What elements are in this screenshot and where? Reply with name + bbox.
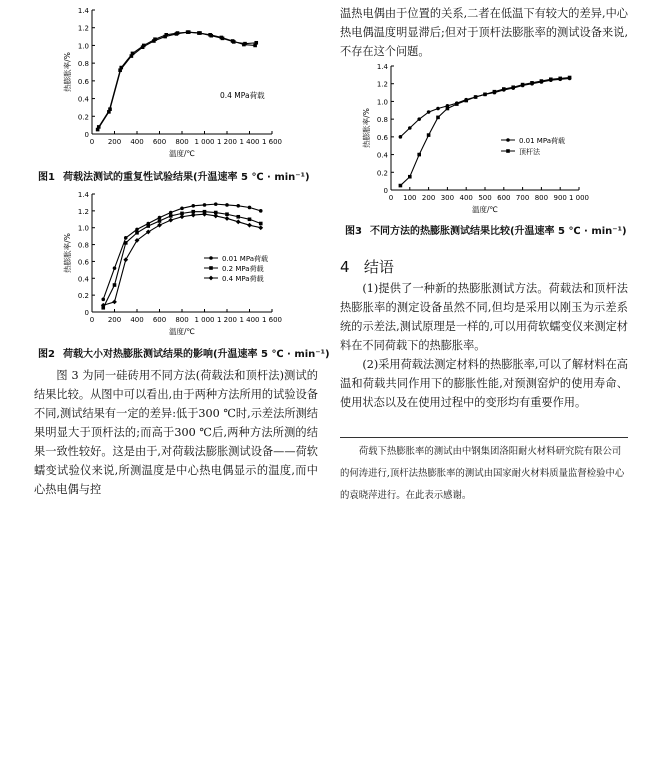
x-tick-label: 600 xyxy=(497,194,511,202)
legend-marker xyxy=(506,149,510,153)
y-tick-label: 1.2 xyxy=(376,80,388,89)
data-point xyxy=(203,203,207,207)
figure-2-caption-text: 荷载大小对热膨胀测试结果的影响(升温速率 5 ℃ · min⁻¹) xyxy=(62,349,330,360)
data-point xyxy=(427,110,431,114)
x-tick-label: 0 xyxy=(388,194,394,202)
data-point xyxy=(97,125,101,129)
figure-1-caption-text: 荷载法测试的重复性试验结果(升温速率 5 ℃ · min⁻¹) xyxy=(62,172,310,183)
y-tick-label: 1.2 xyxy=(77,24,89,33)
data-point xyxy=(232,40,236,44)
x-tick-label: 1 000 xyxy=(194,138,215,146)
data-point xyxy=(153,37,157,41)
data-point xyxy=(511,85,515,89)
y-tick-label: 0 xyxy=(84,309,89,317)
data-point xyxy=(191,204,195,208)
acknowledgement-rule xyxy=(340,437,628,438)
y-axis-label: 热膨胀率/% xyxy=(63,52,72,92)
legend-label: 0.4 MPa荷载 xyxy=(222,275,264,283)
data-point xyxy=(158,219,162,223)
y-axis-label: 热膨胀率/% xyxy=(362,108,371,148)
chart-annotation: 0.4 MPa荷载 xyxy=(220,91,265,100)
legend-label: 0.2 MPa荷载 xyxy=(222,265,264,273)
y-tick-label: 0 xyxy=(84,131,89,139)
x-tick-label: 400 xyxy=(459,194,473,202)
legend-marker xyxy=(506,138,510,142)
data-point xyxy=(131,52,135,56)
x-tick-label: 1 400 xyxy=(239,316,260,324)
x-tick-label: 1 000 xyxy=(194,316,215,324)
y-tick-label: 0.4 xyxy=(77,95,89,104)
data-point xyxy=(146,224,150,228)
x-tick-label: 1 600 xyxy=(261,138,283,146)
data-point xyxy=(236,215,240,219)
data-point xyxy=(225,203,229,207)
figure-2-svg xyxy=(50,190,300,340)
data-point xyxy=(436,107,440,111)
left-column-text xyxy=(34,366,318,499)
data-point xyxy=(168,218,173,223)
data-point xyxy=(214,202,218,206)
data-point xyxy=(187,30,191,34)
x-tick-label: 400 xyxy=(130,138,144,146)
series-line xyxy=(98,32,256,129)
x-axis-label: 温度/℃ xyxy=(169,149,195,158)
x-tick-label: 400 xyxy=(130,316,144,324)
data-point xyxy=(119,66,123,70)
data-point xyxy=(568,76,572,80)
figure-2-number: 图2 xyxy=(38,349,55,360)
figure-1-chart xyxy=(50,4,300,164)
data-point xyxy=(259,222,263,226)
figure-3-svg xyxy=(345,60,605,218)
x-tick-label: 200 xyxy=(421,194,436,202)
figure-2-caption xyxy=(38,345,330,360)
legend-label: 顶杆法 xyxy=(519,148,540,156)
data-point xyxy=(176,31,180,35)
data-point xyxy=(521,83,525,87)
right-paragraph-continuation: 温热电偶由于位置的关系,二者在低温下有较大的差异,中心热电偶温度明显滞后;但对于顶杆法膨胀率的测试设备来说,不存在这个问题。 xyxy=(340,7,628,58)
data-point xyxy=(124,241,128,245)
x-tick-label: 1 200 xyxy=(216,316,238,324)
data-point xyxy=(455,102,459,106)
y-tick-label: 1.4 xyxy=(376,63,388,71)
data-point xyxy=(417,153,421,157)
figure-1-number: 图1 xyxy=(38,172,55,183)
series-line xyxy=(99,32,257,127)
y-tick-label: 0.4 xyxy=(376,151,388,160)
y-tick-label: 0.6 xyxy=(77,258,89,267)
data-point xyxy=(225,216,230,221)
data-point xyxy=(248,217,252,221)
data-point xyxy=(493,90,497,94)
data-point xyxy=(259,209,263,213)
data-point xyxy=(180,207,184,211)
right-column-continuation xyxy=(340,4,628,61)
data-point xyxy=(399,135,403,139)
legend-marker xyxy=(209,276,214,281)
data-point xyxy=(474,95,478,99)
x-tick-label: 1 200 xyxy=(216,138,238,146)
data-point xyxy=(157,223,162,228)
data-point xyxy=(483,93,487,97)
data-point xyxy=(123,257,128,262)
y-tick-label: 0.2 xyxy=(376,169,388,178)
x-tick-label: 800 xyxy=(175,316,189,324)
data-point xyxy=(464,99,468,103)
figure-3-number: 图3 xyxy=(345,226,362,237)
data-point xyxy=(408,175,412,179)
acknowledgement xyxy=(340,441,628,507)
section-heading: 4 结语 xyxy=(340,258,394,276)
data-point xyxy=(112,299,117,304)
x-axis-label: 温度/℃ xyxy=(169,327,195,336)
data-point xyxy=(417,117,421,121)
data-point xyxy=(558,77,562,81)
data-point xyxy=(135,231,139,235)
x-tick-label: 700 xyxy=(515,194,530,202)
data-point xyxy=(209,34,213,38)
y-tick-label: 0.8 xyxy=(77,241,89,250)
x-tick-label: 0 xyxy=(89,316,95,324)
data-point xyxy=(225,212,229,216)
x-tick-label: 1 000 xyxy=(568,194,590,202)
data-point xyxy=(399,184,403,188)
y-tick-label: 0.8 xyxy=(376,116,388,125)
data-point xyxy=(243,42,247,46)
data-point xyxy=(254,41,258,45)
y-tick-label: 1.4 xyxy=(77,191,89,199)
figure-1-caption xyxy=(38,168,310,183)
y-tick-label: 1.4 xyxy=(77,7,89,15)
data-point xyxy=(408,126,412,130)
data-point xyxy=(427,133,431,137)
conclusion-1: (1)提供了一种新的热膨胀测试方法。荷载法和顶杆法热膨胀率的测定设备虽然不同,但均是采用以刚玉为示差系统的示差法,测试原理是一样的,可以用荷软蠕变仪来测定材料在不同荷载下的热膨胀率。 xyxy=(340,282,628,352)
data-point xyxy=(169,214,173,218)
legend-label: 0.01 MPa荷载 xyxy=(222,255,269,263)
figure-2-chart xyxy=(50,190,300,340)
x-tick-label: 0 xyxy=(89,138,95,146)
legend-marker xyxy=(209,266,213,270)
figure-1-svg xyxy=(50,4,300,164)
data-point xyxy=(142,44,146,48)
legend-marker xyxy=(209,256,213,260)
data-point xyxy=(549,77,553,81)
conclusions-text xyxy=(340,279,628,412)
data-point xyxy=(113,283,117,287)
series-line xyxy=(400,78,569,136)
y-tick-label: 0.6 xyxy=(376,133,388,142)
x-tick-label: 1 400 xyxy=(239,138,260,146)
data-point xyxy=(530,81,534,85)
data-point xyxy=(236,219,241,224)
data-point xyxy=(540,79,544,83)
y-tick-label: 0.8 xyxy=(77,60,89,69)
x-tick-label: 200 xyxy=(107,316,122,324)
data-point xyxy=(436,116,440,120)
data-point xyxy=(221,37,225,41)
figure-3-caption-text: 不同方法的热膨胀测试结果比较(升温速率 5 ℃ · min⁻¹) xyxy=(369,226,627,237)
y-tick-label: 1.0 xyxy=(376,98,388,107)
conclusion-2: (2)采用荷载法测定材料的热膨胀率,可以了解材料在高温和荷载共同作用下的膨胀性能,对预测窑炉的使用寿命、使用状态以及在使用过程中的变形均有重要作用。 xyxy=(340,358,628,409)
data-point xyxy=(101,298,105,302)
data-point xyxy=(169,211,173,215)
data-point xyxy=(258,225,263,230)
x-tick-label: 900 xyxy=(553,194,567,202)
x-tick-label: 800 xyxy=(175,138,189,146)
y-tick-label: 1.0 xyxy=(77,224,89,233)
data-point xyxy=(236,204,240,208)
data-point xyxy=(108,107,112,111)
acknowledgement-text: 荷载下热膨胀率的测试由中钢集团洛阳耐火材料研究院有限公司的何涛进行,顶杆法热膨胀率的测试由国家耐火材料质量监督检验中心的袁晓萍进行。在此表示感谢。 xyxy=(340,446,625,501)
x-tick-label: 500 xyxy=(478,194,492,202)
y-tick-label: 0 xyxy=(383,187,388,195)
data-point xyxy=(113,266,117,270)
y-tick-label: 1.0 xyxy=(77,42,89,51)
data-point xyxy=(446,107,450,111)
y-tick-label: 1.2 xyxy=(77,207,89,216)
y-tick-label: 0.6 xyxy=(77,77,89,86)
y-tick-label: 0.2 xyxy=(77,113,89,122)
data-point xyxy=(247,223,252,228)
x-tick-label: 1 600 xyxy=(261,316,283,324)
data-point xyxy=(124,236,128,240)
x-tick-label: 200 xyxy=(107,138,122,146)
data-point xyxy=(158,216,162,220)
x-tick-label: 100 xyxy=(403,194,417,202)
legend-label: 0.01 MPa荷载 xyxy=(519,137,566,145)
left-paragraph-1: 图 3 为同一硅砖用不同方法(荷载法和顶杆法)测试的结果比较。从图中可以看出,由于两种方法所用的试验设备不同,测试结果有一定的差异:低于300 ℃时,示差法所测结果明显大于顶杆法的;而高于300 ℃后,两种方法所测的结果一致性较好。这是由于,对荷载法膨胀测试设备——荷软蠕变试验仪来说,所测温度是中心热电偶显示的温度,而中心热电偶与控 xyxy=(34,369,318,496)
data-point xyxy=(198,31,202,35)
y-tick-label: 0.2 xyxy=(77,292,89,301)
data-point xyxy=(502,87,506,91)
x-tick-label: 600 xyxy=(152,316,167,324)
y-axis-label: 热膨胀率/% xyxy=(63,233,72,273)
y-tick-label: 0.4 xyxy=(77,275,89,284)
figure-3-caption xyxy=(345,222,627,237)
x-tick-label: 300 xyxy=(440,194,455,202)
figure-3-chart xyxy=(345,60,605,218)
x-tick-label: 600 xyxy=(152,138,167,146)
x-tick-label: 800 xyxy=(534,194,549,202)
x-axis-label: 温度/℃ xyxy=(472,205,498,214)
data-point xyxy=(164,33,168,37)
data-point xyxy=(135,228,139,232)
data-point xyxy=(248,206,252,210)
